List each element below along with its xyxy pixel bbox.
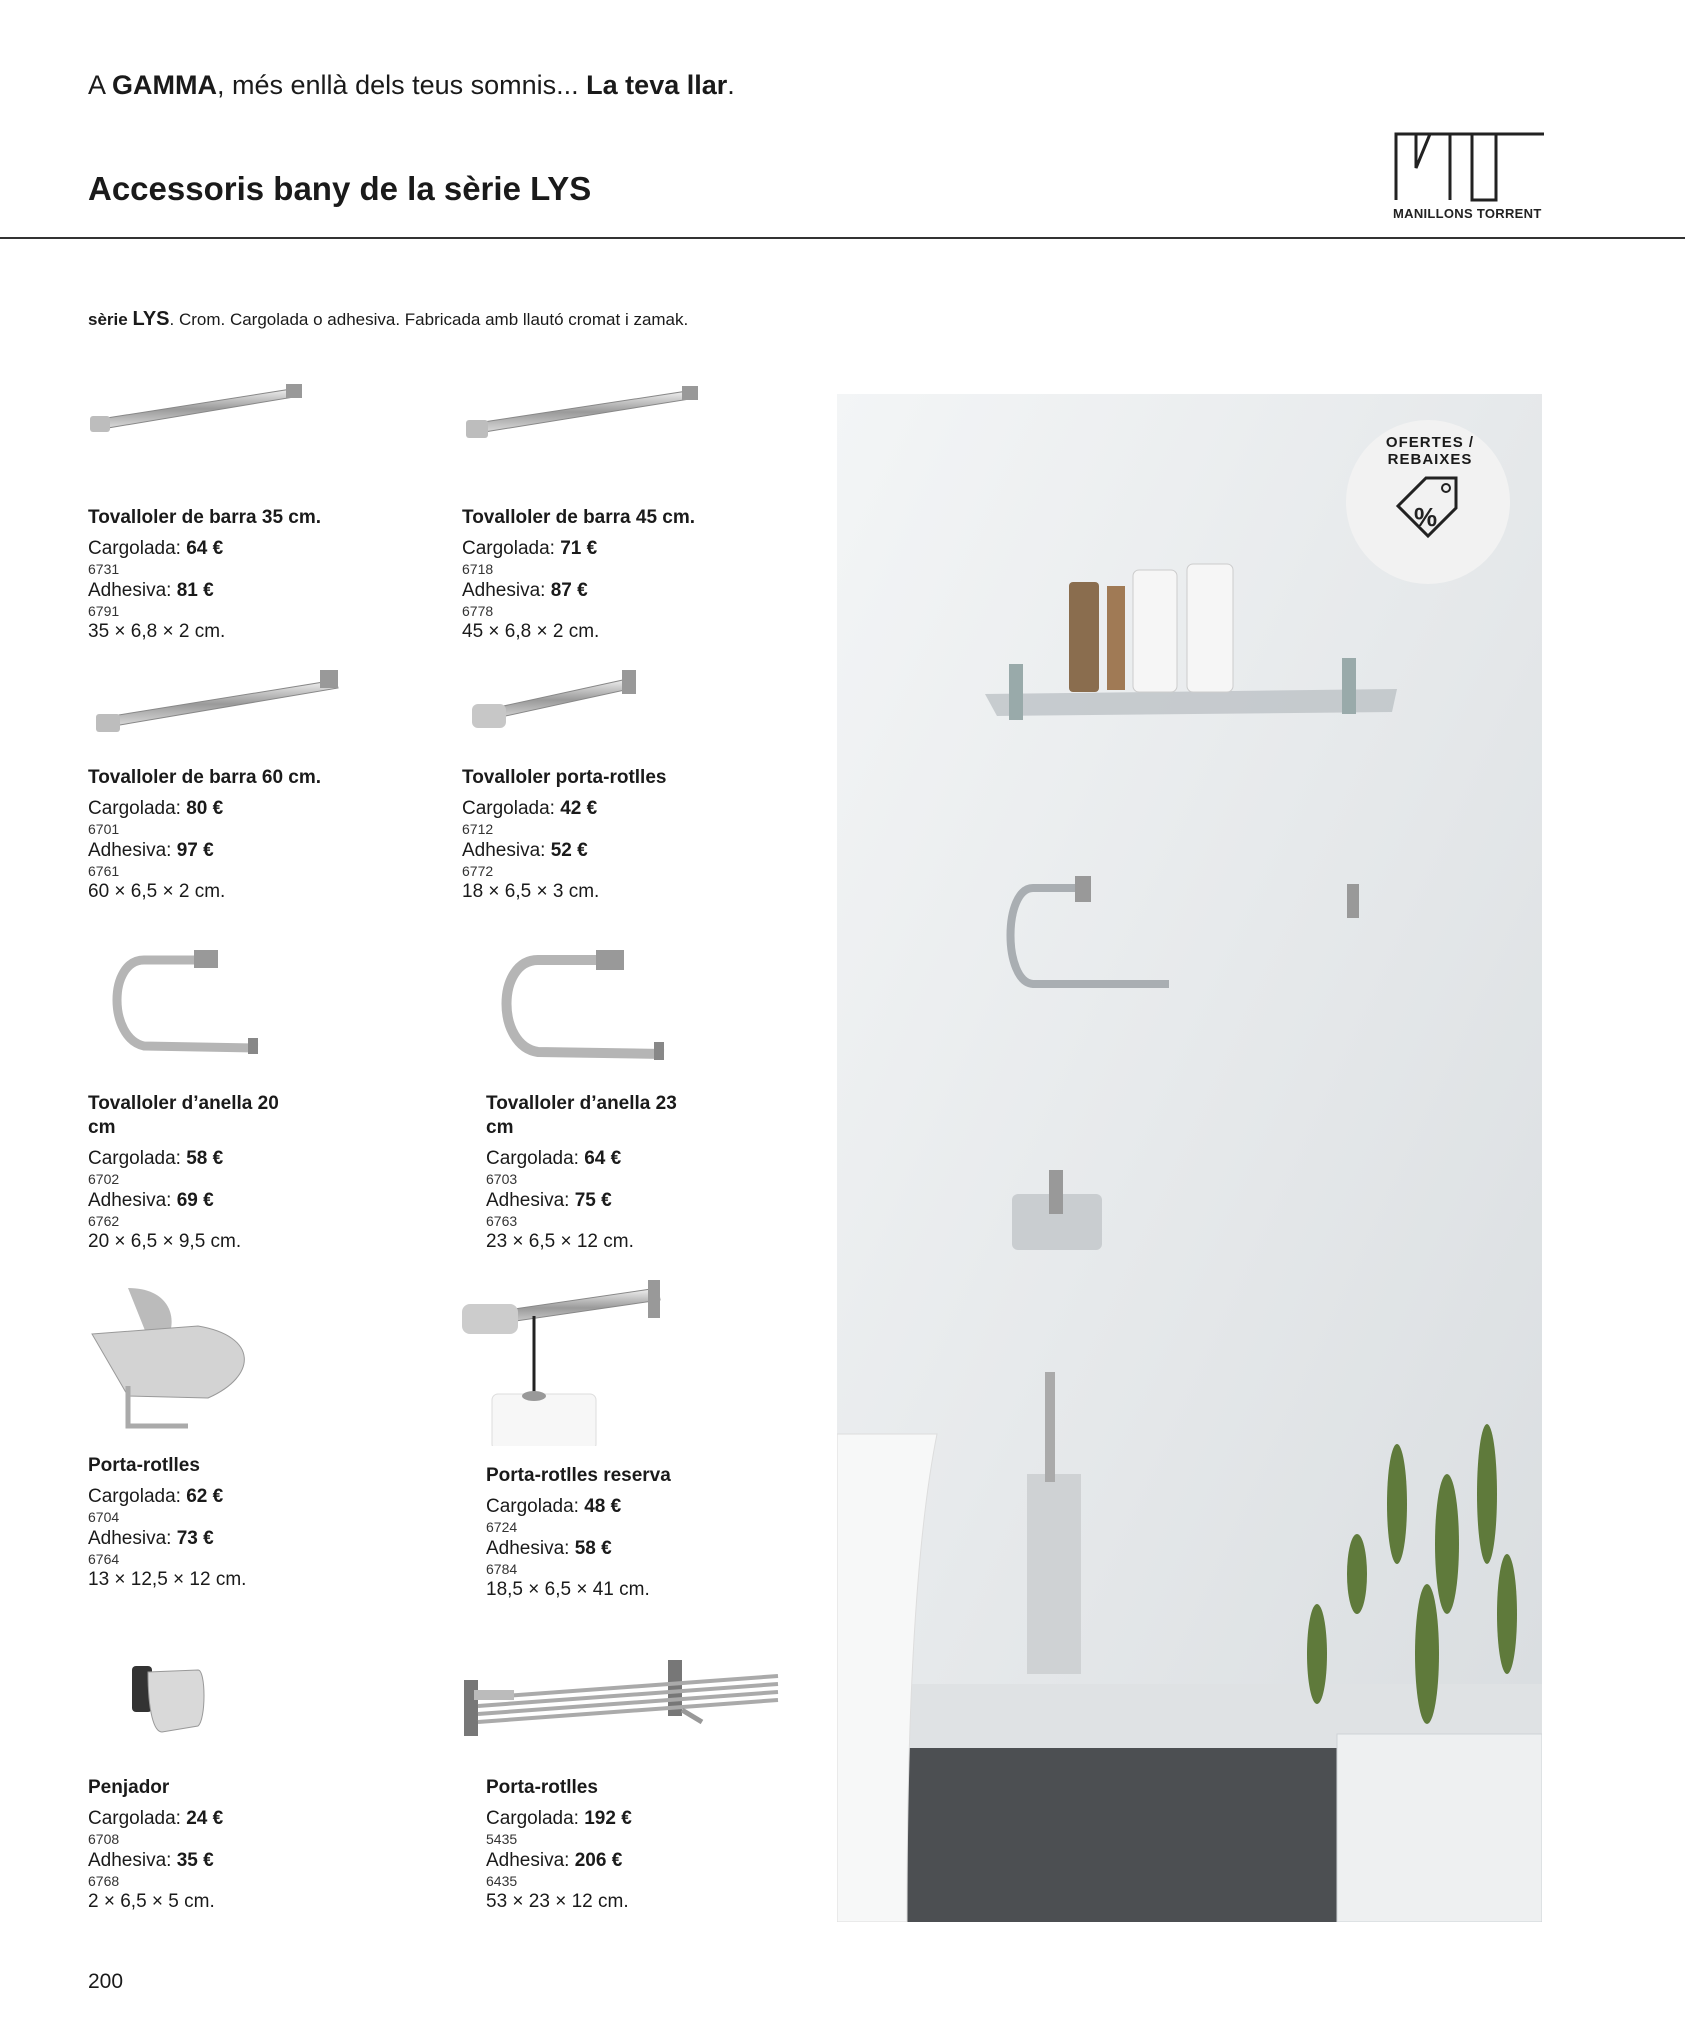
adhesive-label: Adhesiva: — [88, 1528, 177, 1549]
tagline-middle: , més enllà dels teus somnis... — [217, 70, 587, 100]
product-card — [88, 1660, 418, 1914]
adhesive-label: Adhesiva: — [88, 1190, 177, 1211]
dimensions: 20 × 6,5 × 9,5 cm. — [88, 1231, 242, 1252]
screwed-label: Cargolada: — [486, 1808, 585, 1829]
screwed-price: 192 € — [584, 1808, 632, 1829]
screwed-label: Cargolada: — [88, 1486, 187, 1507]
towel-rack-icon — [462, 1660, 792, 1770]
product-card — [88, 948, 418, 1254]
dimensions: 18 × 6,5 × 3 cm. — [462, 881, 600, 902]
product-card — [486, 948, 816, 1254]
sale-badge — [1346, 420, 1510, 584]
sale-badge-text: OFERTES / REBAIXES — [1385, 434, 1475, 468]
tagline-end: . — [727, 70, 735, 100]
bathroom-photo — [837, 394, 1542, 1922]
product-name: Tovalloler d’anella 23 cm — [486, 1093, 677, 1138]
tagline-prefix: A — [88, 70, 113, 100]
dimensions: 45 × 6,8 × 2 cm. — [462, 621, 600, 642]
screwed-code: 6703 — [486, 1171, 518, 1187]
adhesive-price: 206 € — [574, 1850, 623, 1871]
product-name: Tovalloler de barra 60 cm. — [88, 767, 322, 788]
screwed-price: 48 € — [584, 1496, 622, 1517]
spare-roll-holder-icon — [462, 1276, 722, 1458]
dimensions: 18,5 × 6,5 × 41 cm. — [486, 1579, 650, 1600]
product-name: Porta-rotlles reserva — [486, 1465, 671, 1486]
adhesive-code: 6762 — [88, 1213, 120, 1229]
screwed-code: 6724 — [486, 1519, 518, 1535]
product-name: Penjador — [88, 1777, 170, 1798]
screwed-price: 64 € — [186, 538, 224, 559]
dimensions: 13 × 12,5 × 12 cm. — [88, 1569, 247, 1590]
screwed-label: Cargolada: — [88, 538, 187, 559]
product-card — [462, 660, 792, 904]
adhesive-price: 87 € — [550, 580, 588, 601]
screwed-label: Cargolada: — [486, 1496, 585, 1517]
adhesive-price: 69 € — [176, 1190, 214, 1211]
adhesive-price: 35 € — [176, 1850, 214, 1871]
product-name: Tovalloler porta-rotlles — [462, 767, 667, 788]
screwed-code: 6708 — [88, 1831, 120, 1847]
adhesive-price: 58 € — [574, 1538, 612, 1559]
adhesive-price: 73 € — [176, 1528, 214, 1549]
adhesive-code: 6435 — [486, 1873, 518, 1889]
towel-bar-icon — [88, 380, 348, 500]
intro-prefix: sèrie — [88, 310, 133, 329]
adhesive-price: 97 € — [176, 840, 214, 861]
header-divider — [0, 237, 1685, 239]
towel-bar-icon — [462, 380, 722, 500]
toilet-roll-holder-icon — [88, 1286, 348, 1448]
screwed-code: 5435 — [486, 1831, 518, 1847]
screwed-label: Cargolada: — [88, 1148, 187, 1169]
adhesive-code: 6778 — [462, 603, 494, 619]
product-name: Porta-rotlles — [88, 1455, 200, 1476]
screwed-code: 6718 — [462, 561, 494, 577]
towel-ring-icon — [486, 948, 746, 1086]
adhesive-code: 6791 — [88, 603, 120, 619]
towel-ring-icon — [88, 948, 348, 1086]
product-card — [88, 380, 418, 644]
screwed-code: 6712 — [462, 821, 494, 837]
screwed-price: 71 € — [560, 538, 598, 559]
dimensions: 2 × 6,5 × 5 cm. — [88, 1891, 215, 1912]
adhesive-price: 81 € — [176, 580, 214, 601]
adhesive-label: Adhesiva: — [486, 1850, 575, 1871]
screwed-label: Cargolada: — [462, 798, 561, 819]
intro-text: . Crom. Cargolada o adhesiva. Fabricada amb llautó cromat i zamak. — [169, 310, 689, 329]
screwed-price: 62 € — [186, 1486, 224, 1507]
adhesive-code: 6784 — [486, 1561, 518, 1577]
screwed-price: 58 € — [186, 1148, 224, 1169]
product-card — [88, 1286, 418, 1592]
tagline-strong: La teva llar — [586, 70, 728, 100]
percent-symbol: % — [1414, 502, 1438, 532]
adhesive-label: Adhesiva: — [486, 1538, 575, 1559]
adhesive-code: 6763 — [486, 1213, 518, 1229]
product-name: Tovalloler d’anella 20 cm — [88, 1093, 279, 1138]
screwed-label: Cargolada: — [88, 798, 187, 819]
screwed-code: 6702 — [88, 1171, 120, 1187]
screwed-price: 64 € — [584, 1148, 622, 1169]
screwed-label: Cargolada: — [88, 1808, 187, 1829]
screwed-code: 6701 — [88, 821, 120, 837]
screwed-price: 80 € — [186, 798, 224, 819]
short-bar-icon — [462, 660, 722, 760]
product-card — [462, 1660, 792, 1914]
dimensions: 53 × 23 × 12 cm. — [486, 1891, 629, 1912]
screwed-price: 42 € — [560, 798, 598, 819]
product-name: Porta-rotlles — [486, 1777, 598, 1798]
title-series: LYS — [530, 170, 592, 207]
product-name: Tovalloler de barra 45 cm. — [462, 507, 696, 528]
adhesive-code: 6772 — [462, 863, 494, 879]
adhesive-label: Adhesiva: — [462, 840, 551, 861]
tagline-brand: GAMMA — [112, 70, 218, 100]
adhesive-code: 6761 — [88, 863, 120, 879]
page-number: 200 — [88, 1970, 124, 1993]
screwed-label: Cargolada: — [486, 1148, 585, 1169]
series-intro — [88, 308, 688, 331]
product-card — [462, 1276, 792, 1602]
adhesive-label: Adhesiva: — [486, 1190, 575, 1211]
product-name: Tovalloler de barra 35 cm. — [88, 507, 322, 528]
product-card — [462, 380, 792, 644]
screwed-price: 24 € — [186, 1808, 224, 1829]
adhesive-price: 52 € — [550, 840, 588, 861]
adhesive-price: 75 € — [574, 1190, 612, 1211]
intro-series: LYS — [132, 308, 170, 330]
screwed-code: 6704 — [88, 1509, 120, 1525]
adhesive-code: 6768 — [88, 1873, 120, 1889]
dimensions: 35 × 6,8 × 2 cm. — [88, 621, 226, 642]
adhesive-label: Adhesiva: — [88, 1850, 177, 1871]
dimensions: 60 × 6,5 × 2 cm. — [88, 881, 226, 902]
screwed-label: Cargolada: — [462, 538, 561, 559]
towel-bar-icon — [88, 660, 348, 760]
page-title — [88, 170, 591, 208]
logo-text: MANILLONS TORRENT — [1393, 206, 1542, 221]
tagline — [88, 70, 735, 101]
title-prefix: Accessoris bany de la sèrie — [88, 170, 531, 207]
hook-icon — [88, 1660, 348, 1770]
product-card — [88, 660, 418, 904]
adhesive-code: 6764 — [88, 1551, 120, 1567]
adhesive-label: Adhesiva: — [88, 580, 177, 601]
screwed-code: 6731 — [88, 561, 120, 577]
adhesive-label: Adhesiva: — [88, 840, 177, 861]
dimensions: 23 × 6,5 × 12 cm. — [486, 1231, 634, 1252]
adhesive-label: Adhesiva: — [462, 580, 551, 601]
